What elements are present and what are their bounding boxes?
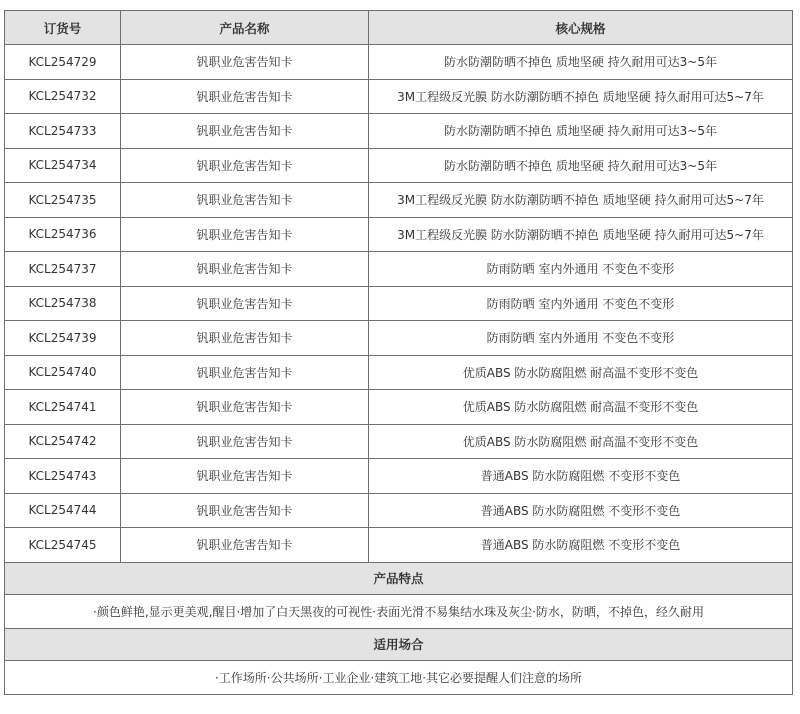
applications-body-row [5,660,793,694]
cell-core-spec: 优质ABS 防水防腐阻燃 耐高温不变形不变色 [369,390,793,425]
cell-order-number: KCL254734 [5,148,121,183]
table-header-row [5,11,793,45]
features-header-row [5,562,793,594]
cell-product-name: 钒职业危害告知卡 [121,493,369,528]
cell-order-number: KCL254741 [5,390,121,425]
product-spec-table [4,10,793,695]
cell-core-spec: 3M工程级反光膜 防水防潮防晒不掉色 质地坚硬 持久耐用可达5~7年 [369,183,793,218]
cell-order-number: KCL254739 [5,321,121,356]
header-core-spec: 核心规格 [369,11,793,45]
cell-product-name: 钒职业危害告知卡 [121,183,369,218]
cell-product-name: 钒职业危害告知卡 [121,148,369,183]
applications-title: 适用场合 [5,628,793,660]
features-text: ·颜色鲜艳,显示更美观,醒目·增加了白天黑夜的可视性·表面光滑不易集结水珠及灰尘·防水，防晒，不掉色，经久耐用 [5,594,793,628]
table-row [5,528,793,563]
cell-product-name: 钒职业危害告知卡 [121,424,369,459]
table-row [5,424,793,459]
table-row [5,355,793,390]
cell-product-name: 钒职业危害告知卡 [121,528,369,563]
cell-product-name: 钒职业危害告知卡 [121,252,369,287]
cell-order-number: KCL254742 [5,424,121,459]
table-row [5,45,793,80]
cell-core-spec: 防雨防晒 室内外通用 不变色不变形 [369,286,793,321]
cell-product-name: 钒职业危害告知卡 [121,217,369,252]
cell-order-number: KCL254735 [5,183,121,218]
cell-order-number: KCL254738 [5,286,121,321]
cell-product-name: 钒职业危害告知卡 [121,459,369,494]
table-row [5,493,793,528]
table-row [5,252,793,287]
cell-product-name: 钒职业危害告知卡 [121,321,369,356]
header-order-number: 订货号 [5,11,121,45]
cell-order-number: KCL254732 [5,79,121,114]
cell-product-name: 钒职业危害告知卡 [121,286,369,321]
header-product-name: 产品名称 [121,11,369,45]
applications-header-row [5,628,793,660]
cell-order-number: KCL254733 [5,114,121,149]
cell-core-spec: 防雨防晒 室内外通用 不变色不变形 [369,321,793,356]
cell-order-number: KCL254743 [5,459,121,494]
cell-core-spec: 3M工程级反光膜 防水防潮防晒不掉色 质地坚硬 持久耐用可达5~7年 [369,79,793,114]
table-row [5,217,793,252]
applications-text: ·工作场所·公共场所·工业企业·建筑工地·其它必要提醒人们注意的场所 [5,660,793,694]
cell-order-number: KCL254737 [5,252,121,287]
table-body [5,45,793,563]
cell-product-name: 钒职业危害告知卡 [121,355,369,390]
cell-core-spec: 防水防潮防晒不掉色 质地坚硬 持久耐用可达3~5年 [369,148,793,183]
cell-core-spec: 防水防潮防晒不掉色 质地坚硬 持久耐用可达3~5年 [369,114,793,149]
product-spec-table-container [4,10,792,695]
cell-core-spec: 防水防潮防晒不掉色 质地坚硬 持久耐用可达3~5年 [369,45,793,80]
table-row [5,286,793,321]
features-title: 产品特点 [5,562,793,594]
cell-core-spec: 优质ABS 防水防腐阻燃 耐高温不变形不变色 [369,424,793,459]
cell-order-number: KCL254740 [5,355,121,390]
table-row [5,79,793,114]
cell-order-number: KCL254729 [5,45,121,80]
cell-core-spec: 3M工程级反光膜 防水防潮防晒不掉色 质地坚硬 持久耐用可达5~7年 [369,217,793,252]
table-row [5,459,793,494]
cell-core-spec: 普通ABS 防水防腐阻燃 不变形不变色 [369,528,793,563]
table-row [5,148,793,183]
cell-core-spec: 防雨防晒 室内外通用 不变色不变形 [369,252,793,287]
cell-product-name: 钒职业危害告知卡 [121,390,369,425]
table-row [5,390,793,425]
cell-core-spec: 普通ABS 防水防腐阻燃 不变形不变色 [369,493,793,528]
table-row [5,114,793,149]
cell-core-spec: 普通ABS 防水防腐阻燃 不变形不变色 [369,459,793,494]
cell-product-name: 钒职业危害告知卡 [121,79,369,114]
cell-product-name: 钒职业危害告知卡 [121,45,369,80]
cell-order-number: KCL254744 [5,493,121,528]
cell-order-number: KCL254745 [5,528,121,563]
features-body-row [5,594,793,628]
table-row [5,183,793,218]
cell-order-number: KCL254736 [5,217,121,252]
table-row [5,321,793,356]
cell-product-name: 钒职业危害告知卡 [121,114,369,149]
cell-core-spec: 优质ABS 防水防腐阻燃 耐高温不变形不变色 [369,355,793,390]
